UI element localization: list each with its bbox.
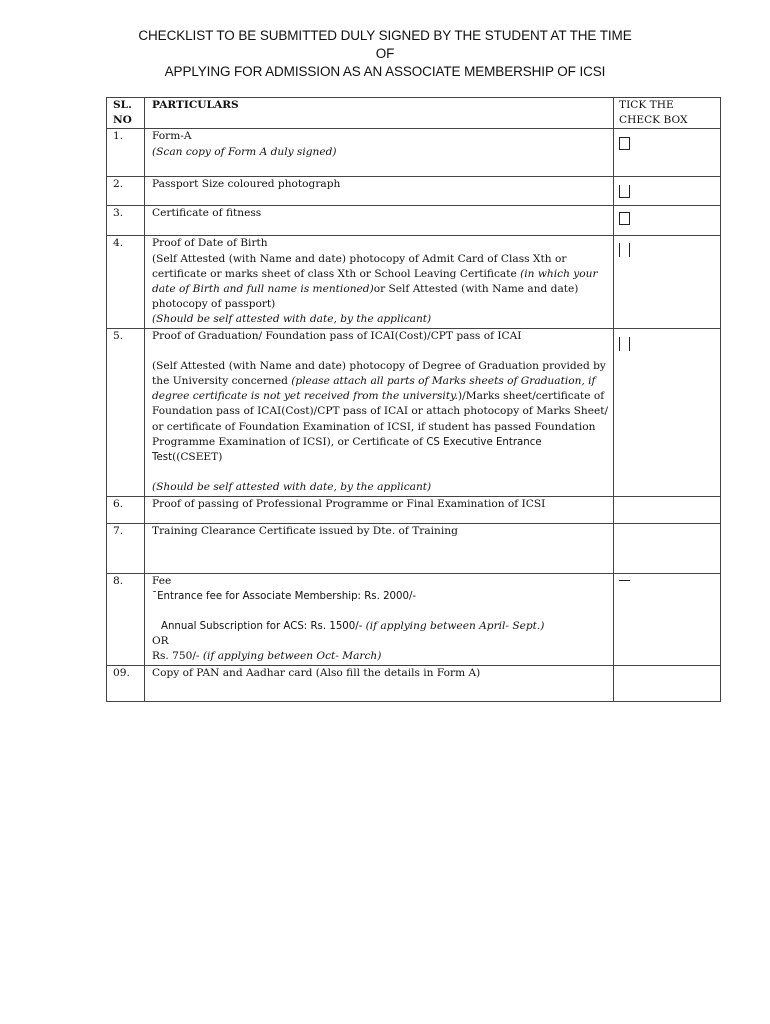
checkbox[interactable] — [619, 243, 630, 257]
fee-alt-text: Rs. 750/- — [152, 650, 203, 663]
checkbox[interactable] — [619, 185, 630, 198]
row-tick-cell — [614, 236, 721, 328]
row-body-text-3: ((CSEET) — [172, 451, 223, 464]
document-title — [0, 27, 770, 81]
row-tick-cell[interactable] — [614, 496, 721, 523]
row-body — [152, 252, 609, 313]
row-tick-cell — [614, 328, 721, 496]
table-row — [107, 177, 721, 206]
title-line-1: CHECKLIST TO BE SUBMITTED DULY SIGNED BY THE STUDENT AT THE TIME — [138, 28, 632, 43]
table-row — [107, 206, 721, 236]
row-particulars — [145, 328, 614, 496]
checkbox[interactable] — [619, 337, 630, 351]
row-note: (Should be self attested with date, by the applicant) — [152, 313, 432, 326]
table-row — [107, 496, 721, 523]
row-note: (Scan copy of Form A duly signed) — [152, 145, 337, 158]
row-number: 4. — [107, 236, 145, 328]
row-particulars — [145, 573, 614, 665]
fee-or: OR — [152, 635, 169, 648]
row-body-text-2: or Self Attested (with Name and date) photocopy of passport) — [152, 283, 579, 311]
row-title: Proof of passing of Professional Programme or Final Examination of ICSI — [145, 496, 614, 523]
row-title: Proof of Date of Birth — [152, 237, 268, 250]
table-row — [107, 236, 721, 328]
row-title: Copy of PAN and Aadhar card (Also fill the details in Form A) — [145, 665, 614, 701]
title-line-3: APPLYING FOR ADMISSION AS AN ASSOCIATE MEMBERSHIP OF ICSI — [164, 64, 606, 79]
row-number: 09. — [107, 665, 145, 701]
fee-alt-italic: (if applying between Oct- March) — [202, 650, 382, 663]
row-tick-cell[interactable] — [614, 523, 721, 573]
fee-entrance: ¯Entrance fee for Associate Membership: Rs. 2000/- — [152, 590, 417, 602]
row-number: 5. — [107, 328, 145, 496]
fee-annual — [152, 619, 609, 634]
row-title: Passport Size coloured photograph — [145, 177, 614, 206]
row-number: 6. — [107, 496, 145, 523]
checkbox[interactable] — [619, 212, 630, 225]
row-title: Training Clearance Certificate issued by Dte. of Training — [145, 523, 614, 573]
title-line-2: OF — [375, 46, 395, 61]
header-tick-line2: CHECK BOX — [619, 114, 688, 127]
row-number: 1. — [107, 129, 145, 177]
table-row — [107, 328, 721, 496]
row-particulars — [145, 236, 614, 328]
row-title: Fee — [152, 574, 172, 587]
row-title: Form-A — [152, 130, 192, 143]
table-header-row — [107, 98, 721, 129]
row-number: 3. — [107, 206, 145, 236]
row-title: Proof of Graduation/ Foundation pass of ICAI(Cost)/CPT pass of ICAI — [152, 329, 522, 342]
row-body-cseet: CS Executive Entrance Test — [152, 436, 542, 464]
row-body-text-2: )/Marks sheet/certificate of Foundation pass of ICAI(Cost)/CPT pass of ICAI or attach photocopy of Marks Sheet/ or certificate of Foundation Examination of ICSI, if student has passed Foundation Programme Examination of ICSI), or Certificate of — [152, 390, 609, 448]
row-body-italic: (please attach all parts of Marks sheets of Graduation, if degree certificate is not yet received from the university. — [152, 375, 596, 403]
table-row — [107, 129, 721, 177]
row-tick-cell — [614, 573, 721, 665]
row-tick-cell — [614, 177, 721, 206]
table-row — [107, 665, 721, 701]
header-particulars: PARTICULARS — [145, 98, 614, 129]
header-sl-line1: SL. — [113, 99, 132, 111]
row-body-text: (Self Attested (with Name and date) photocopy of Degree of Graduation provided by the University concerned — [152, 359, 606, 388]
row-number: 7. — [107, 523, 145, 573]
row-note: (Should be self attested with date, by the applicant) — [152, 481, 432, 494]
row-title: Certificate of fitness — [145, 206, 614, 236]
row-number: 8. — [107, 573, 145, 665]
header-sl-no — [107, 98, 145, 129]
checkbox[interactable] — [619, 580, 630, 581]
fee-annual-italic: (if applying between April- Sept.) — [365, 620, 545, 633]
row-tick-cell — [614, 129, 721, 177]
row-number: 2. — [107, 177, 145, 206]
header-tick — [614, 98, 721, 129]
row-body-text: (Self Attested (with Name and date) photocopy of Admit Card of Class Xth or certificate or marks sheet of class Xth or School Leaving Certificate — [152, 252, 567, 280]
table-row — [107, 523, 721, 573]
row-body-italic: (in which your date of Birth and full name is mentioned) — [152, 267, 598, 296]
checkbox[interactable] — [619, 137, 630, 150]
header-tick-line1: TICK THE — [619, 99, 674, 111]
row-tick-cell[interactable] — [614, 665, 721, 701]
fee-annual-text: Annual Subscription for ACS: Rs. 1500/- — [161, 621, 366, 633]
row-body — [152, 359, 609, 465]
header-sl-line2: NO — [113, 114, 132, 127]
row-tick-cell — [614, 206, 721, 236]
row-particulars — [145, 129, 614, 177]
fee-alt — [152, 649, 609, 664]
checklist-table — [106, 97, 721, 702]
table-row — [107, 573, 721, 665]
